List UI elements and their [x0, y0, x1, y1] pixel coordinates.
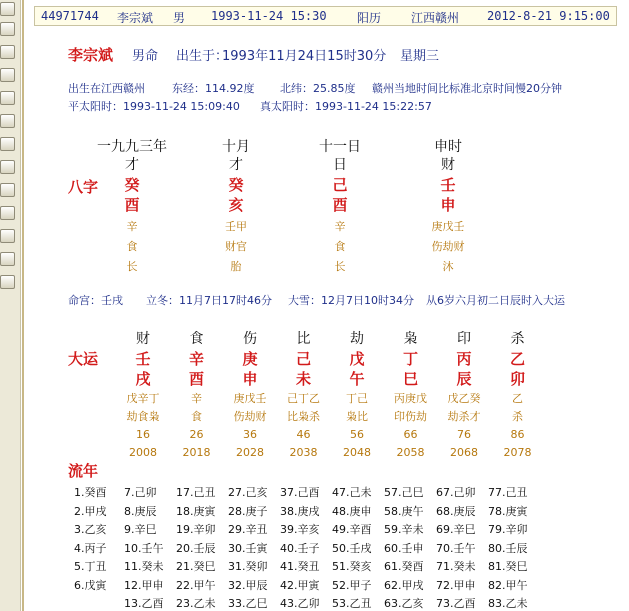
- dayun-branch: 午: [349, 370, 365, 388]
- true-solar-time: 真太阳时：1993-11-24 15:22:57: [260, 100, 432, 113]
- liunian-year: 83.乙未: [488, 597, 528, 610]
- liunian-year: 30.壬寅: [228, 541, 268, 555]
- pillar-god: 才: [229, 157, 243, 173]
- weekday: 星期三: [400, 49, 440, 64]
- dayun-age: 26: [189, 428, 204, 441]
- liunian-year: 70.壬午: [436, 541, 476, 555]
- dayun-year: 2068: [450, 446, 478, 459]
- pillar-hidden-stems: 壬甲: [225, 220, 247, 233]
- dayun-year: 2078: [503, 446, 532, 459]
- gutter-button[interactable]: [0, 252, 15, 266]
- gutter-button[interactable]: [0, 183, 15, 197]
- dayun-stem: 庚: [242, 350, 258, 368]
- dayun-year: 2028: [236, 446, 264, 459]
- liunian-year: 57.己巳: [384, 486, 424, 499]
- dayun-hidden-gods: 比枭杀: [287, 410, 320, 423]
- dayun-hidden-gods: 杀: [512, 410, 523, 423]
- dayun-branch: 卯: [509, 370, 526, 388]
- record-id: 44971744: [41, 9, 99, 23]
- liunian-year: 13.乙酉: [124, 597, 164, 610]
- gutter-button[interactable]: [0, 160, 15, 174]
- pillar-stem: 己: [332, 176, 348, 194]
- pillar-branch: 酉: [124, 196, 140, 214]
- liunian-year: 11.癸未: [124, 560, 164, 573]
- liunian-year: 31.癸卯: [228, 560, 268, 573]
- dayun-hidden-stems: 丙庚戊: [394, 392, 427, 405]
- pillar-hidden-gods: 食: [334, 240, 346, 253]
- liunian-year: 1.癸酉: [74, 486, 107, 499]
- dayun-year: 2038: [289, 446, 318, 459]
- liunian-year: 58.庚午: [384, 504, 424, 518]
- liunian-year: 71.癸未: [436, 560, 476, 573]
- record-place: 江西赣州: [411, 11, 460, 25]
- liunian-year: 78.庚寅: [488, 504, 528, 518]
- pillar-title: 一九九三年: [97, 139, 167, 155]
- liunian-year: 38.庚戌: [280, 504, 320, 518]
- dayun-age: 16: [136, 428, 150, 441]
- dayun-branch: 巳: [402, 370, 419, 388]
- dayun-god: 枭: [403, 331, 418, 347]
- dayun-age: 56: [350, 428, 364, 441]
- pillar-title: 十月: [222, 139, 250, 155]
- latitude: 北纬：25.85度: [280, 82, 356, 95]
- liunian-year: 32.甲辰: [228, 578, 268, 592]
- pillar-branch: 申: [440, 196, 456, 214]
- dayun-year: 2018: [182, 446, 211, 459]
- liunian-year: 3.乙亥: [74, 523, 107, 536]
- birth-place: 出生在江西赣州: [68, 82, 145, 95]
- pillar-hidden-gods: 伤劫财: [431, 240, 465, 253]
- pillar-god: 财: [441, 157, 455, 173]
- dayun-hidden-stems: 丁己: [346, 392, 368, 405]
- liunian-year: 12.甲申: [124, 578, 164, 592]
- gutter-button[interactable]: [0, 45, 15, 59]
- pillar-hidden-gods: 财官: [225, 240, 247, 253]
- dayun-god: 食: [189, 331, 204, 347]
- bazi-label: 八字: [68, 178, 99, 196]
- dayun-stem: 戊: [349, 350, 365, 368]
- liunian-year: 8.庚辰: [124, 504, 157, 518]
- liunian-year: 48.庚申: [332, 504, 372, 518]
- time-offset: 赣州当地时间比标准北京时间慢20分钟: [372, 82, 562, 95]
- liunian-year: 37.己酉: [280, 486, 320, 499]
- liunian-year: 4.丙子: [74, 541, 107, 555]
- lidong-term: 立冬：11月7日17时46分: [146, 294, 272, 307]
- dayun-god: 印: [457, 331, 471, 347]
- liunian-year: 40.壬子: [280, 541, 320, 555]
- liunian-label: 流年: [68, 462, 99, 480]
- liunian-year: 28.庚子: [228, 504, 268, 518]
- dayun-god: 劫: [350, 331, 364, 347]
- pillar-title: 申时: [434, 139, 462, 155]
- dayun-stem: 丁: [402, 350, 419, 368]
- dayun-hidden-gods: 枭比: [346, 410, 368, 423]
- gutter-button[interactable]: [0, 22, 15, 36]
- dayun-hidden-stems: 辛: [191, 392, 202, 405]
- dayun-branch: 辰: [456, 370, 472, 388]
- person-role: 男命: [132, 49, 159, 64]
- dayun-hidden-gods: 伤劫财: [233, 410, 267, 423]
- record-name: 李宗斌: [117, 11, 154, 25]
- liunian-year: 2.甲戌: [74, 504, 107, 518]
- dayun-age: 86: [510, 428, 525, 441]
- liunian-year: 9.辛巳: [124, 523, 157, 536]
- person-name: 李宗斌: [68, 46, 114, 64]
- longitude: 东经：114.92度: [172, 82, 255, 95]
- dayun-stem: 丙: [456, 350, 472, 368]
- pillar-hidden-stems: 辛: [126, 220, 138, 233]
- liunian-year: 59.辛未: [384, 523, 424, 536]
- dayun-hidden-stems: 乙: [512, 392, 523, 405]
- left-gutter: [0, 0, 21, 611]
- dayun-start: 从6岁六月初二日辰时入大运: [426, 294, 565, 307]
- dayun-year: 2058: [396, 446, 425, 459]
- liunian-year: 60.壬申: [384, 541, 424, 555]
- gutter-button[interactable]: [0, 91, 15, 105]
- dayun-hidden-stems: 戊乙癸: [447, 392, 481, 405]
- dayun-god: 伤: [243, 331, 257, 347]
- pillar-stage: 长: [126, 260, 138, 273]
- record-gender: 男: [173, 11, 186, 25]
- dayun-hidden-gods: 食: [191, 410, 202, 423]
- liunian-year: 82.甲午: [488, 578, 528, 592]
- liunian-year: 17.己丑: [176, 486, 216, 499]
- pillar-stage: 长: [334, 260, 346, 273]
- liunian-year: 23.乙未: [176, 597, 216, 610]
- liunian-year: 6.戊寅: [74, 578, 107, 592]
- liunian-year: 29.辛丑: [228, 523, 268, 536]
- liunian-year: 33.乙巳: [228, 597, 268, 610]
- pillar-hidden-gods: 食: [126, 240, 138, 253]
- dayun-year: 2008: [129, 446, 157, 459]
- liunian-year: 81.癸巳: [488, 560, 528, 573]
- gutter-button[interactable]: [0, 137, 15, 151]
- dayun-branch: 戌: [135, 370, 151, 388]
- dayun-age: 46: [296, 428, 311, 441]
- liunian-year: 73.乙酉: [436, 597, 476, 610]
- liunian-year: 61.癸酉: [384, 560, 424, 573]
- liunian-year: 43.乙卯: [280, 597, 320, 610]
- liunian-year: 41.癸丑: [280, 560, 320, 573]
- liunian-year: 20.壬辰: [176, 541, 216, 555]
- dayun-hidden-gods: 劫食枭: [126, 410, 160, 423]
- pillar-title: 十一日: [319, 139, 361, 155]
- dayun-age: 76: [457, 428, 471, 441]
- gutter-button[interactable]: [0, 2, 15, 16]
- dayun-branch: 申: [242, 370, 258, 388]
- mean-solar-time: 平太阳时：1993-11-24 15:09:40: [68, 100, 240, 113]
- liunian-year: 10.壬午: [124, 541, 164, 555]
- summary-bar: [34, 6, 617, 26]
- pillar-hidden-stems: 庚戊壬: [431, 220, 465, 233]
- dayun-hidden-gods: 印伤劫: [394, 410, 427, 423]
- pillar-branch: 酉: [332, 196, 348, 214]
- dayun-age: 36: [243, 428, 257, 441]
- daxue-term: 大雪：12月7日10时34分: [288, 294, 414, 307]
- liunian-year: 39.辛亥: [280, 523, 320, 536]
- liunian-year: 50.壬戌: [332, 541, 372, 555]
- dayun-branch: 未: [295, 370, 312, 388]
- gutter-button[interactable]: [0, 275, 15, 289]
- pillar-god: 才: [125, 157, 139, 173]
- pillar-hidden-stems: 辛: [334, 220, 346, 233]
- liunian-year: 51.癸亥: [332, 560, 372, 573]
- record-calendar: 阳历: [357, 11, 382, 25]
- dayun-age: 66: [403, 428, 418, 441]
- liunian-year: 22.甲午: [176, 578, 216, 592]
- dayun-hidden-stems: 戊辛丁: [126, 392, 160, 405]
- liunian-year: 49.辛酉: [332, 523, 372, 536]
- pillar-stage: 胎: [230, 260, 242, 273]
- liunian-year: 80.壬辰: [488, 541, 528, 555]
- liunian-year: 62.甲戌: [384, 578, 424, 592]
- liunian-year: 72.甲申: [436, 578, 476, 592]
- record-now: 2012-8-21 9:15:00: [487, 9, 610, 23]
- gutter-button[interactable]: [0, 114, 15, 128]
- record-datetime: 1993-11-24 15:30: [211, 9, 327, 23]
- liunian-year: 5.丁丑: [74, 560, 107, 573]
- life-palace: 命宫：壬戌: [68, 294, 123, 307]
- dayun-stem: 辛: [188, 350, 205, 368]
- pillar-stem: 壬: [440, 176, 456, 194]
- liunian-year: 19.辛卯: [176, 523, 216, 536]
- liunian-year: 77.己丑: [488, 486, 528, 499]
- liunian-year: 63.乙亥: [384, 597, 424, 610]
- gutter-button[interactable]: [0, 229, 15, 243]
- pillar-stem: 癸: [124, 176, 140, 194]
- dayun-god: 杀: [510, 331, 525, 347]
- dayun-god: 比: [296, 331, 311, 347]
- dayun-hidden-gods: 劫杀才: [447, 410, 481, 423]
- gutter-button[interactable]: [0, 68, 15, 82]
- pillar-stem: 癸: [228, 176, 244, 194]
- dayun-year: 2048: [343, 446, 371, 459]
- dayun-label: 大运: [68, 350, 99, 368]
- liunian-year: 68.庚辰: [436, 504, 476, 518]
- liunian-year: 47.己未: [332, 486, 372, 499]
- chart-panel: [40, 32, 629, 611]
- pillar-stage: 沐: [442, 260, 454, 273]
- liunian-year: 7.己卯: [124, 486, 157, 499]
- dayun-stem: 乙: [509, 350, 526, 368]
- dayun-hidden-stems: 庚戊壬: [233, 392, 267, 405]
- birth-label: 出生于：: [176, 49, 229, 64]
- liunian-year: 52.甲子: [332, 578, 372, 592]
- dayun-stem: 己: [295, 350, 312, 368]
- dayun-hidden-stems: 己丁乙: [287, 392, 320, 405]
- liunian-year: 53.乙丑: [332, 597, 372, 610]
- liunian-year: 18.庚寅: [176, 504, 216, 518]
- gutter-button[interactable]: [0, 206, 15, 220]
- dayun-stem: 壬: [135, 350, 151, 368]
- dayun-branch: 酉: [188, 370, 205, 388]
- liunian-year: 27.己亥: [228, 486, 268, 499]
- liunian-year: 79.辛卯: [488, 523, 528, 536]
- dayun-god: 财: [136, 331, 150, 347]
- pillar-god: 日: [333, 157, 347, 173]
- liunian-year: 69.辛巳: [436, 523, 476, 536]
- birth-time: 1993年11月24日15时30分: [222, 49, 387, 64]
- liunian-year: 21.癸巳: [176, 560, 216, 573]
- liunian-year: 42.甲寅: [280, 578, 320, 592]
- liunian-year: 67.己卯: [436, 486, 476, 499]
- pillar-branch: 亥: [228, 196, 244, 214]
